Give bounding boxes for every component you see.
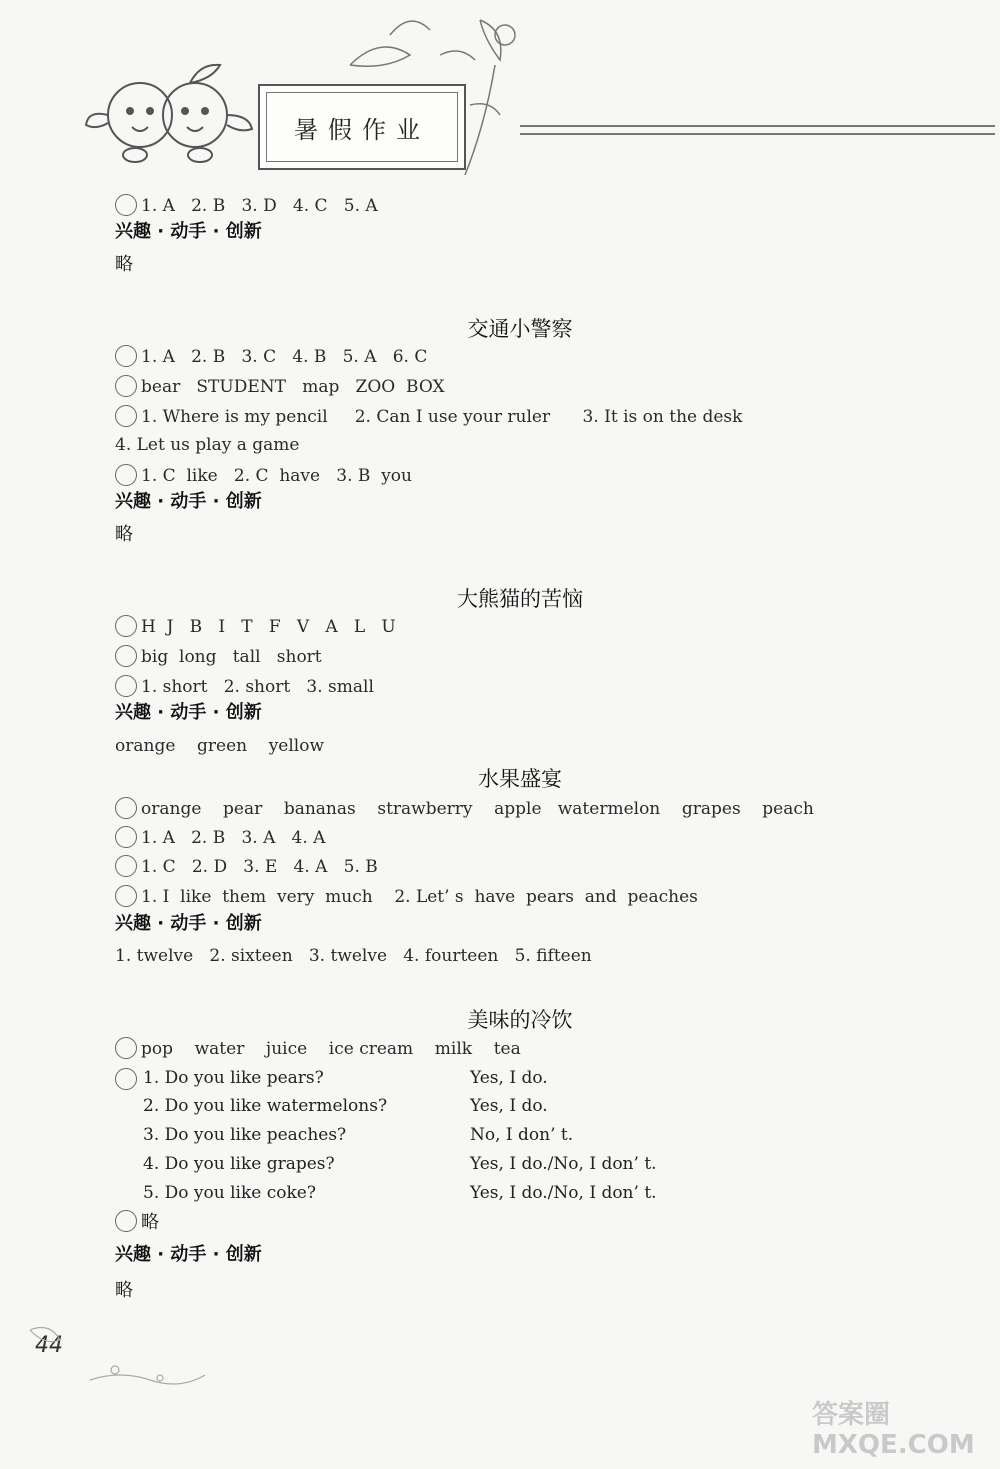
- question-text: 4. Do you like grapes?: [143, 1154, 335, 1174]
- answer-line: 1. A 2. B 3. C 4. B 5. A 6. C: [115, 346, 427, 369]
- circled-number-icon: [115, 1037, 137, 1059]
- answer-line: 1. A 2. B 3. D 4. C 5. A: [115, 195, 378, 218]
- section-subheading: 兴趣 · 动手 · 创新: [115, 1244, 262, 1265]
- answer-line: 略: [115, 1212, 159, 1234]
- circled-number-icon: [115, 464, 137, 486]
- section-title: 交通小警察: [467, 317, 573, 341]
- watermark-text: 答案圈 MXQE.COM: [812, 1400, 975, 1460]
- answer-line: 1. Where is my pencil 2. Can I use your ruler 3. It is on the desk: [115, 406, 742, 429]
- answer-text: No, I don’ t.: [470, 1125, 574, 1145]
- section-subheading: 兴趣 · 动手 · 创新: [115, 913, 262, 934]
- answer-text: Yes, I do./No, I don’ t.: [470, 1183, 657, 1203]
- circled-number-icon: [115, 345, 137, 367]
- answer-line: H J B I T F V A L U: [115, 616, 396, 639]
- section-subheading: 兴趣 · 动手 · 创新: [115, 702, 262, 723]
- watermark: [812, 1400, 992, 1460]
- answer-line: 略: [115, 1280, 133, 1301]
- answer-text: Yes, I do./No, I don’ t.: [470, 1154, 657, 1174]
- circled-number-icon: [115, 855, 137, 877]
- circled-number-icon: [115, 1068, 137, 1090]
- answer-line: 1. C like 2. C have 3. B you: [115, 465, 412, 488]
- circled-number-icon: [115, 405, 137, 427]
- circled-number-icon: [115, 826, 137, 848]
- answer-line: orange pear bananas strawberry apple watermelon grapes peach: [115, 798, 814, 821]
- section-title: 大熊猫的苦恼: [457, 587, 583, 611]
- question-text: 3. Do you like peaches?: [143, 1125, 347, 1145]
- answer-line: 1. A 2. B 3. A 4. A: [115, 827, 325, 850]
- question-text: 1. Do you like pears?: [143, 1068, 324, 1088]
- answer-line: big long tall short: [115, 646, 322, 669]
- section-subheading: 兴趣 · 动手 · 创新: [115, 491, 262, 512]
- question-text: 2. Do you like watermelons?: [143, 1096, 388, 1116]
- question-text: 5. Do you like coke?: [143, 1183, 316, 1203]
- page-number: 44: [35, 1333, 63, 1358]
- circled-number-icon: [115, 797, 137, 819]
- answer-line: 略: [115, 524, 133, 545]
- answer-line: 1. C 2. D 3. E 4. A 5. B: [115, 856, 378, 879]
- answer-line: bear STUDENT map ZOO BOX: [115, 376, 445, 399]
- footer-flower-decoration-icon: [20, 1320, 210, 1400]
- answer-text: Yes, I do.: [470, 1096, 548, 1116]
- answer-line: 1. I like them very much 2. Let’ s have pears and peaches: [115, 886, 698, 909]
- cartoon-fruit-mascots-icon: [80, 55, 260, 170]
- circled-number-icon: [115, 675, 137, 697]
- circled-number-icon: [115, 375, 137, 397]
- section-subheading: 兴趣 · 动手 · 创新: [115, 221, 262, 242]
- answer-line: 略: [115, 254, 133, 275]
- circled-number-icon: [115, 645, 137, 667]
- circled-number-icon: [115, 1210, 137, 1232]
- section-title: 水果盛宴: [478, 767, 562, 791]
- header-title: 暑假作业: [294, 115, 430, 144]
- answer-line: pop water juice ice cream milk tea: [115, 1038, 521, 1061]
- circled-number-icon: [115, 615, 137, 637]
- header-title-box: [258, 84, 466, 170]
- header-rule: [520, 125, 995, 135]
- answer-line: 1. twelve 2. sixteen 3. twelve 4. fourteen 5. fifteen: [115, 946, 592, 966]
- answer-text: Yes, I do.: [470, 1068, 548, 1088]
- answer-line: 1. short 2. short 3. small: [115, 676, 374, 699]
- answer-line: 4. Let us play a game: [115, 435, 300, 455]
- answer-line: orange green yellow: [115, 736, 325, 756]
- circled-number-icon: [115, 194, 137, 216]
- section-title: 美味的冷饮: [467, 1008, 573, 1032]
- circled-number-icon: [115, 885, 137, 907]
